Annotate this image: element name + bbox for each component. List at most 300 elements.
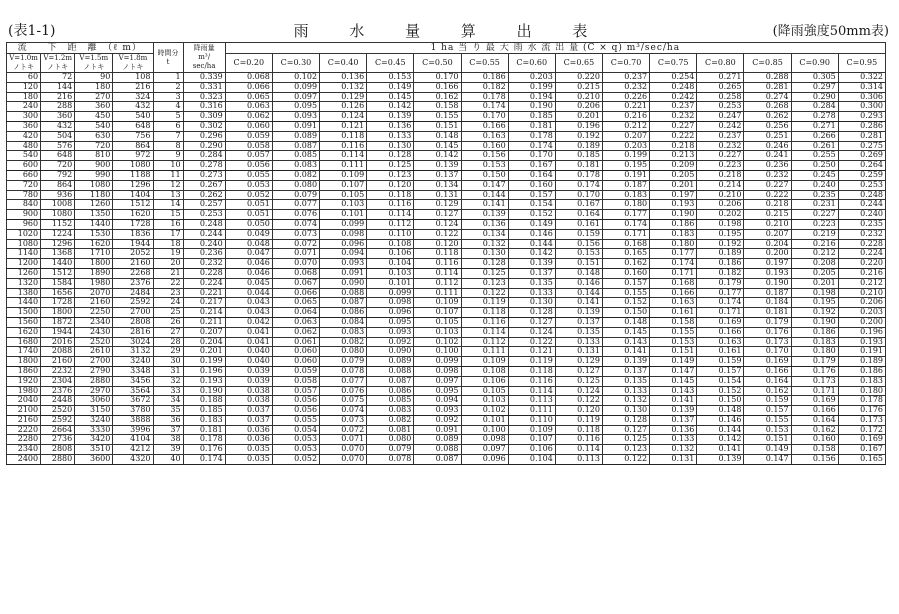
table-row	[7, 141, 886, 151]
table-cell: 0.153	[461, 161, 508, 171]
table-cell: 0.137	[414, 170, 461, 180]
table-cell: 0.178	[838, 396, 885, 406]
table-cell: 0.053	[225, 180, 272, 190]
table-cell: 0.074	[272, 219, 319, 229]
table-cell: 0.314	[838, 82, 885, 92]
table-cell: 0.060	[272, 357, 319, 367]
table-cell: 3	[153, 92, 183, 102]
table-cell: 1200	[7, 259, 41, 269]
table-cell: 0.118	[508, 366, 555, 376]
table-cell: 420	[7, 131, 41, 141]
table-cell: 2160	[7, 415, 41, 425]
table-cell: 0.090	[367, 347, 414, 357]
table-cell: 0.161	[650, 308, 697, 318]
table-cell: 0.141	[461, 200, 508, 210]
table-cell: 2880	[41, 455, 75, 465]
table-cell: 0.176	[791, 366, 838, 376]
table-cell: 0.199	[508, 82, 555, 92]
table-cell: 0.101	[461, 415, 508, 425]
table-cell: 0.167	[838, 445, 885, 455]
table-cell: 0.103	[367, 268, 414, 278]
table-row	[7, 337, 886, 347]
table-cell: 2100	[7, 406, 41, 416]
table-cell: 0.154	[697, 376, 744, 386]
table-cell: 0.124	[508, 327, 555, 337]
table-cell: 2340	[7, 445, 41, 455]
table-cell: 1944	[113, 239, 153, 249]
table-cell: 2430	[75, 327, 113, 337]
table-cell: 0.137	[602, 366, 649, 376]
table-cell: 0.077	[272, 200, 319, 210]
table-cell: 0.152	[697, 386, 744, 396]
table-cell: 270	[75, 92, 113, 102]
table-cell: 0.155	[744, 415, 791, 425]
table-cell: 0.174	[650, 259, 697, 269]
table-cell: 0.210	[555, 92, 602, 102]
table-cell: 0.196	[555, 121, 602, 131]
table-cell: 0.192	[791, 308, 838, 318]
table-row	[7, 278, 886, 288]
table-cell: 0.040	[225, 357, 272, 367]
table-cell: 0.275	[838, 141, 885, 151]
table-cell: 1080	[41, 210, 75, 220]
table-cell: 0.145	[650, 376, 697, 386]
table-cell: 2	[153, 82, 183, 92]
table-row	[7, 73, 886, 83]
table-cell: 0.063	[272, 317, 319, 327]
table-cell: 0.139	[461, 210, 508, 220]
table-cell: 0.112	[461, 337, 508, 347]
table-cell: 38	[153, 435, 183, 445]
table-cell: 0.223	[791, 219, 838, 229]
table-cell: 0.164	[555, 210, 602, 220]
table-cell: 3996	[113, 425, 153, 435]
table-cell: 0.153	[744, 425, 791, 435]
table-cell: 0.222	[744, 190, 791, 200]
table-cell: 432	[113, 102, 153, 112]
table-cell: 1512	[41, 268, 75, 278]
table-cell: 2304	[41, 376, 75, 386]
table-cell: 0.214	[183, 308, 225, 318]
table-cell: 1500	[7, 308, 41, 318]
table-cell: 0.078	[367, 455, 414, 465]
table-cell: 0.195	[602, 161, 649, 171]
table-cell: 960	[7, 219, 41, 229]
table-cell: 0.107	[320, 180, 367, 190]
table-cell: 0.288	[744, 73, 791, 83]
table-cell: 0.066	[225, 82, 272, 92]
table-cell: 0.096	[367, 308, 414, 318]
table-cell: 0.257	[183, 200, 225, 210]
table-cell: 0.037	[225, 415, 272, 425]
table-cell: 1080	[113, 161, 153, 171]
table-cell: 0.182	[461, 82, 508, 92]
table-cell: 0.130	[508, 298, 555, 308]
table-cell: 0.142	[414, 151, 461, 161]
table-cell: 0.222	[650, 131, 697, 141]
table-row	[7, 455, 886, 465]
table-cell: 0.082	[272, 170, 319, 180]
table-row	[7, 298, 886, 308]
table-cell: 0.090	[320, 278, 367, 288]
table-cell: 0.185	[183, 406, 225, 416]
table-cell: 0.111	[414, 288, 461, 298]
table-cell: 2700	[75, 357, 113, 367]
table-cell: 2160	[75, 298, 113, 308]
table-cell: 0.107	[508, 435, 555, 445]
table-cell: 0.127	[414, 210, 461, 220]
table-header	[7, 43, 886, 73]
table-cell: 0.232	[838, 229, 885, 239]
table-cell: 0.088	[367, 366, 414, 376]
table-cell: 0.111	[508, 406, 555, 416]
table-cell: 3132	[113, 347, 153, 357]
table-row	[7, 200, 886, 210]
time-header: 時間分 t	[153, 43, 183, 73]
table-cell: 0.149	[650, 357, 697, 367]
table-cell: 31	[153, 366, 183, 376]
table-cell: 1	[153, 73, 183, 83]
table-cell: 35	[153, 406, 183, 416]
table-cell: 0.181	[744, 308, 791, 318]
table-cell: 19	[153, 249, 183, 259]
table-cell: 0.076	[320, 386, 367, 396]
table-cell: 2016	[41, 337, 75, 347]
coefficient-header: C=0.20	[225, 54, 272, 73]
table-cell: 0.039	[225, 366, 272, 376]
table-cell: 2970	[75, 386, 113, 396]
table-cell: 1836	[113, 229, 153, 239]
table-cell: 0.078	[320, 366, 367, 376]
table-cell: 3672	[113, 396, 153, 406]
table-cell: 0.139	[650, 406, 697, 416]
table-cell: 0.059	[225, 131, 272, 141]
table-cell: 0.179	[791, 357, 838, 367]
table-cell: 0.080	[272, 180, 319, 190]
table-cell: 0.199	[602, 151, 649, 161]
table-cell: 0.133	[508, 288, 555, 298]
table-cell: 0.237	[602, 73, 649, 83]
table-cell: 0.124	[555, 386, 602, 396]
table-cell: 0.220	[838, 259, 885, 269]
table-cell: 0.228	[183, 268, 225, 278]
table-cell: 0.187	[602, 180, 649, 190]
table-cell: 0.169	[791, 396, 838, 406]
table-cell: 288	[41, 102, 75, 112]
table-cell: 0.097	[272, 92, 319, 102]
table-cell: 432	[41, 121, 75, 131]
table-cell: 0.127	[508, 317, 555, 327]
table-cell: 0.097	[414, 376, 461, 386]
table-cell: 0.218	[697, 170, 744, 180]
table-cell: 0.262	[183, 190, 225, 200]
table-cell: 0.271	[791, 121, 838, 131]
table-cell: 0.132	[650, 445, 697, 455]
table-cell: 0.098	[320, 229, 367, 239]
table-row	[7, 415, 886, 425]
table-cell: 0.205	[791, 268, 838, 278]
table-row	[7, 219, 886, 229]
table-cell: 0.072	[320, 425, 367, 435]
table-cell: 0.198	[697, 219, 744, 229]
coefficient-header: C=0.45	[367, 54, 414, 73]
table-cell: 0.192	[697, 239, 744, 249]
table-cell: 0.067	[272, 278, 319, 288]
table-cell: 1296	[41, 239, 75, 249]
table-cell: 0.164	[744, 376, 791, 386]
table-cell: 0.181	[508, 121, 555, 131]
table-cell: 0.046	[225, 259, 272, 269]
table-cell: 0.134	[461, 229, 508, 239]
table-cell: 0.137	[650, 415, 697, 425]
table-cell: 0.057	[272, 386, 319, 396]
table-cell: 540	[75, 121, 113, 131]
table-cell: 0.114	[320, 151, 367, 161]
table-cell: 0.128	[367, 151, 414, 161]
table-cell: 108	[113, 73, 153, 83]
table-cell: 0.126	[320, 102, 367, 112]
table-cell: 0.281	[744, 82, 791, 92]
table-cell: 0.079	[367, 445, 414, 455]
table-cell: 0.261	[791, 141, 838, 151]
table-cell: 720	[7, 180, 41, 190]
coefficient-header: C=0.50	[414, 54, 461, 73]
table-cell: 0.154	[508, 200, 555, 210]
table-cell: 0.131	[555, 347, 602, 357]
table-cell: 0.204	[183, 337, 225, 347]
coefficient-header: C=0.60	[508, 54, 555, 73]
table-cell: 660	[7, 170, 41, 180]
table-cell: 0.309	[183, 112, 225, 122]
table-cell: 1620	[75, 239, 113, 249]
table-cell: 0.083	[272, 161, 319, 171]
table-cell: 0.120	[367, 180, 414, 190]
table-cell: 0.156	[555, 239, 602, 249]
table-cell: 0.221	[602, 102, 649, 112]
table-cell: 0.096	[320, 239, 367, 249]
table-cell: 0.196	[183, 366, 225, 376]
table-cell: 0.189	[697, 249, 744, 259]
table-cell: 0.099	[414, 357, 461, 367]
table-cell: 0.190	[744, 278, 791, 288]
table-row	[7, 268, 886, 278]
table-row	[7, 210, 886, 220]
table-cell: 0.116	[555, 435, 602, 445]
table-cell: 0.114	[508, 386, 555, 396]
table-cell: 0.185	[555, 151, 602, 161]
table-cell: 864	[113, 141, 153, 151]
table-cell: 0.183	[838, 376, 885, 386]
table-cell: 0.124	[320, 112, 367, 122]
table-cell: 3420	[75, 435, 113, 445]
table-cell: 0.125	[602, 435, 649, 445]
table-cell: 0.305	[791, 73, 838, 83]
table-cell: 0.220	[555, 73, 602, 83]
table-cell: 0.128	[461, 259, 508, 269]
velocity-header: V=1.8m ノトキ	[113, 54, 153, 73]
table-cell: 0.191	[838, 347, 885, 357]
runoff-group-header: 1 ha 当 り 最 大 雨 水 流 出 量 (C × q) m³/sec/ha	[225, 43, 885, 54]
table-cell: 0.195	[791, 298, 838, 308]
table-cell: 0.120	[414, 239, 461, 249]
table-cell: 0.192	[555, 131, 602, 141]
table-cell: 3888	[113, 415, 153, 425]
table-cell: 0.087	[367, 376, 414, 386]
table-row	[7, 121, 886, 131]
table-cell: 0.139	[697, 455, 744, 465]
table-cell: 0.258	[697, 92, 744, 102]
table-cell: 0.121	[508, 347, 555, 357]
table-cell: 2610	[75, 347, 113, 357]
table-cell: 2268	[113, 268, 153, 278]
table-cell: 0.105	[461, 386, 508, 396]
table-cell: 0.165	[838, 455, 885, 465]
table-cell: 0.151	[650, 347, 697, 357]
coefficient-header: C=0.90	[791, 54, 838, 73]
table-cell: 3348	[113, 366, 153, 376]
table-cell: 0.212	[791, 249, 838, 259]
rainfall-intensity-note: (降雨強度50mm表)	[772, 24, 889, 39]
table-cell: 3456	[113, 376, 153, 386]
table-cell: 1440	[7, 298, 41, 308]
table-cell: 180	[75, 82, 113, 92]
table-cell: 0.170	[555, 190, 602, 200]
table-row	[7, 406, 886, 416]
table-cell: 0.153	[650, 337, 697, 347]
table-cell: 7	[153, 131, 183, 141]
table-cell: 0.105	[320, 190, 367, 200]
table-cell: 16	[153, 219, 183, 229]
table-cell: 0.159	[744, 396, 791, 406]
table-cell: 1530	[75, 229, 113, 239]
table-cell: 1224	[41, 229, 75, 239]
table-cell: 0.235	[838, 219, 885, 229]
table-cell: 0.059	[272, 366, 319, 376]
table-cell: 0.190	[791, 317, 838, 327]
table-cell: 900	[75, 161, 113, 171]
table-cell: 0.124	[414, 219, 461, 229]
table-cell: 0.105	[414, 317, 461, 327]
table-cell: 0.177	[602, 210, 649, 220]
table-cell: 0.218	[650, 141, 697, 151]
table-cell: 1620	[113, 210, 153, 220]
velocity-header: V=1.5m ノトキ	[75, 54, 113, 73]
table-cell: 11	[153, 170, 183, 180]
table-cell: 0.224	[183, 278, 225, 288]
table-cell: 0.191	[602, 170, 649, 180]
table-cell: 0.043	[225, 298, 272, 308]
table-row	[7, 259, 886, 269]
table-cell: 0.087	[320, 298, 367, 308]
table-cell: 0.183	[602, 190, 649, 200]
table-cell: 0.104	[367, 259, 414, 269]
table-cell: 0.093	[272, 112, 319, 122]
table-cell: 0.087	[272, 141, 319, 151]
table-cell: 1980	[7, 386, 41, 396]
table-cell: 0.087	[414, 455, 461, 465]
table-cell: 0.156	[791, 455, 838, 465]
table-cell: 1560	[7, 317, 41, 327]
table-cell: 0.240	[838, 210, 885, 220]
table-cell: 0.111	[320, 161, 367, 171]
table-cell: 36	[153, 415, 183, 425]
table-cell: 8	[153, 141, 183, 151]
table-cell: 0.149	[508, 219, 555, 229]
table-cell: 0.103	[461, 396, 508, 406]
table-cell: 0.206	[697, 200, 744, 210]
table-cell: 300	[7, 112, 41, 122]
table-cell: 0.250	[791, 161, 838, 171]
table-cell: 0.169	[697, 317, 744, 327]
table-cell: 0.116	[414, 259, 461, 269]
table-cell: 14	[153, 200, 183, 210]
table-cell: 0.141	[555, 298, 602, 308]
table-cell: 0.158	[791, 445, 838, 455]
coefficient-header: C=0.70	[602, 54, 649, 73]
table-cell: 0.095	[367, 317, 414, 327]
table-cell: 0.183	[791, 337, 838, 347]
rainwater-table	[6, 42, 886, 465]
table-cell: 0.143	[650, 386, 697, 396]
table-cell: 72	[41, 73, 75, 83]
table-cell: 840	[7, 200, 41, 210]
table-cell: 0.207	[183, 327, 225, 337]
table-cell: 0.136	[320, 73, 367, 83]
table-cell: 216	[113, 82, 153, 92]
table-cell: 0.189	[838, 357, 885, 367]
table-cell: 3240	[75, 415, 113, 425]
table-cell: 0.290	[791, 92, 838, 102]
table-cell: 0.142	[367, 102, 414, 112]
table-cell: 0.145	[367, 92, 414, 102]
table-cell: 0.035	[225, 445, 272, 455]
table-cell: 0.217	[183, 298, 225, 308]
table-cell: 2808	[41, 445, 75, 455]
table-cell: 0.186	[791, 327, 838, 337]
table-cell: 0.164	[791, 415, 838, 425]
table-cell: 0.081	[367, 425, 414, 435]
table-cell: 0.169	[744, 357, 791, 367]
table-cell: 3150	[75, 406, 113, 416]
table-cell: 2592	[41, 415, 75, 425]
table-cell: 0.080	[320, 347, 367, 357]
table-cell: 0.302	[183, 121, 225, 131]
table-cell: 0.331	[183, 82, 225, 92]
table-cell: 0.143	[602, 337, 649, 347]
table-cell: 0.184	[744, 298, 791, 308]
table-cell: 29	[153, 347, 183, 357]
table-cell: 0.231	[791, 200, 838, 210]
table-cell: 2520	[75, 337, 113, 347]
table-cell: 33	[153, 386, 183, 396]
table-cell: 0.107	[414, 308, 461, 318]
table-cell: 2220	[7, 425, 41, 435]
table-cell: 0.323	[183, 92, 225, 102]
table-cell: 0.101	[367, 278, 414, 288]
table-cell: 0.155	[414, 112, 461, 122]
table-cell: 0.152	[508, 210, 555, 220]
table-cell: 0.168	[650, 278, 697, 288]
table-cell: 0.119	[461, 298, 508, 308]
table-cell: 0.196	[838, 327, 885, 337]
table-cell: 0.194	[508, 92, 555, 102]
table-cell: 0.037	[225, 406, 272, 416]
table-cell: 0.306	[838, 92, 885, 102]
table-row	[7, 92, 886, 102]
table-cell: 0.048	[225, 239, 272, 249]
table-cell: 0.259	[838, 170, 885, 180]
table-cell: 0.146	[697, 415, 744, 425]
